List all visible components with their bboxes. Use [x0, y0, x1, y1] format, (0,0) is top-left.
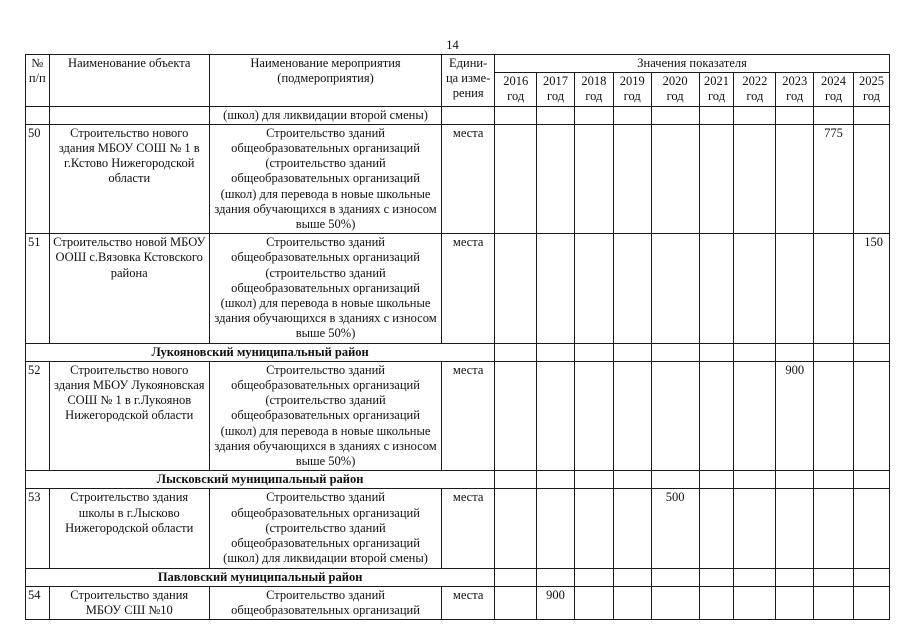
value-2017 [537, 361, 575, 470]
object-name: Строительство нового здания МБОУ СОШ № 1 в г.Кстово Нижегородской области [49, 124, 210, 233]
district-title: Павловский муниципальный район [26, 568, 495, 586]
value-2022 [734, 586, 776, 619]
year-header-2022: 2022 год [734, 73, 776, 106]
row-num: 50 [26, 124, 50, 233]
value-2024 [814, 489, 854, 568]
year-header-2018: 2018 год [574, 73, 613, 106]
year-header-2023: 2023 год [776, 73, 814, 106]
value-2016 [495, 489, 537, 568]
value-2019 [613, 361, 651, 470]
value-2025: 150 [853, 234, 889, 343]
year-header-2025: 2025 год [853, 73, 889, 106]
district-title: Лысковский муниципальный район [26, 471, 495, 489]
year-header-2017: 2017 год [537, 73, 575, 106]
year-header-2019: 2019 год [613, 73, 651, 106]
value-2018 [574, 361, 613, 470]
value-2021 [699, 361, 734, 470]
year-header-2021: 2021 год [699, 73, 734, 106]
indicators-table [25, 54, 890, 620]
value-2019 [613, 124, 651, 233]
event-name: Строительство зданий общеобразовательных организаций (строительство зданий общеобразовательных организаций (школ) для перевода в новые школьные здания обучающихся в зданиях с износом выше 50%) [210, 124, 442, 233]
page-number: 14 [446, 38, 459, 52]
table-row [26, 361, 890, 470]
table-row [26, 124, 890, 233]
value-2023 [776, 234, 814, 343]
value-2021 [699, 489, 734, 568]
unit: места [442, 361, 495, 470]
value-2024 [814, 234, 854, 343]
value-2023 [776, 586, 814, 619]
value-2020 [651, 234, 699, 343]
value-2021 [699, 586, 734, 619]
value-2016 [495, 124, 537, 233]
value-2025 [853, 489, 889, 568]
value-2016 [495, 586, 537, 619]
row-num: 52 [26, 361, 50, 470]
header-num: № п/п [26, 55, 50, 107]
value-2017 [537, 234, 575, 343]
unit: места [442, 489, 495, 568]
event-name: Строительство зданий общеобразовательных организаций [210, 586, 442, 619]
header-object: Наименование объекта [49, 55, 210, 107]
header-unit: Едини- ца изме- рения [442, 55, 495, 107]
value-2019 [613, 234, 651, 343]
value-2016 [495, 361, 537, 470]
row-num: 53 [26, 489, 50, 568]
district-row [26, 343, 890, 361]
value-2024 [814, 586, 854, 619]
unit: места [442, 586, 495, 619]
value-2017: 900 [537, 586, 575, 619]
value-2021 [699, 124, 734, 233]
value-2017 [537, 124, 575, 233]
district-row [26, 471, 890, 489]
value-2017 [537, 489, 575, 568]
value-2019 [613, 489, 651, 568]
header-values-title: Значения показателя [495, 55, 890, 73]
value-2022 [734, 124, 776, 233]
continuation-text: (школ) для ликвидации второй смены) [210, 106, 442, 124]
value-2022 [734, 361, 776, 470]
value-2021 [699, 234, 734, 343]
district-row [26, 568, 890, 586]
event-name: Строительство зданий общеобразовательных организаций (строительство зданий общеобразовательных организаций (школ) для перевода в новые школьные здания обучающихся в зданиях с износом выше 50%) [210, 234, 442, 343]
value-2023 [776, 124, 814, 233]
value-2020 [651, 586, 699, 619]
value-2025 [853, 124, 889, 233]
object-name: Строительство новой МБОУ ООШ с.Вязовка Кстовского района [49, 234, 210, 343]
value-2018 [574, 124, 613, 233]
value-2022 [734, 234, 776, 343]
value-2018 [574, 489, 613, 568]
continuation-row [26, 106, 890, 124]
value-2018 [574, 586, 613, 619]
header-event: Наименование мероприятия (подмероприятия) [210, 55, 442, 107]
unit: места [442, 234, 495, 343]
object-name: Строительство нового здания МБОУ Лукояновская СОШ № 1 в г.Лукоянов Нижегородской области [49, 361, 210, 470]
object-name: Строительство здания МБОУ СШ №10 [49, 586, 210, 619]
table-row [26, 586, 890, 619]
unit: места [442, 124, 495, 233]
event-name: Строительство зданий общеобразовательных организаций (строительство зданий общеобразовательных организаций (школ) для перевода в новые школьные здания обучающихся в зданиях с износом выше 50%) [210, 361, 442, 470]
value-2016 [495, 234, 537, 343]
value-2022 [734, 489, 776, 568]
value-2023: 900 [776, 361, 814, 470]
table-header-row [26, 55, 890, 73]
table-row [26, 234, 890, 343]
value-2024: 775 [814, 124, 854, 233]
value-2019 [613, 586, 651, 619]
year-header-2016: 2016 год [495, 73, 537, 106]
value-2020 [651, 361, 699, 470]
table-row [26, 489, 890, 568]
value-2023 [776, 489, 814, 568]
value-2025 [853, 586, 889, 619]
district-title: Лукояновский муниципальный район [26, 343, 495, 361]
value-2024 [814, 361, 854, 470]
row-num: 54 [26, 586, 50, 619]
value-2018 [574, 234, 613, 343]
row-num: 51 [26, 234, 50, 343]
value-2025 [853, 361, 889, 470]
year-header-2024: 2024 год [814, 73, 854, 106]
year-header-2020: 2020 год [651, 73, 699, 106]
event-name: Строительство зданий общеобразовательных организаций (строительство зданий общеобразовательных организаций (школ) для ликвидации второй смены) [210, 489, 442, 568]
value-2020: 500 [651, 489, 699, 568]
value-2020 [651, 124, 699, 233]
object-name: Строительство здания школы в г.Лысково Нижегородской области [49, 489, 210, 568]
